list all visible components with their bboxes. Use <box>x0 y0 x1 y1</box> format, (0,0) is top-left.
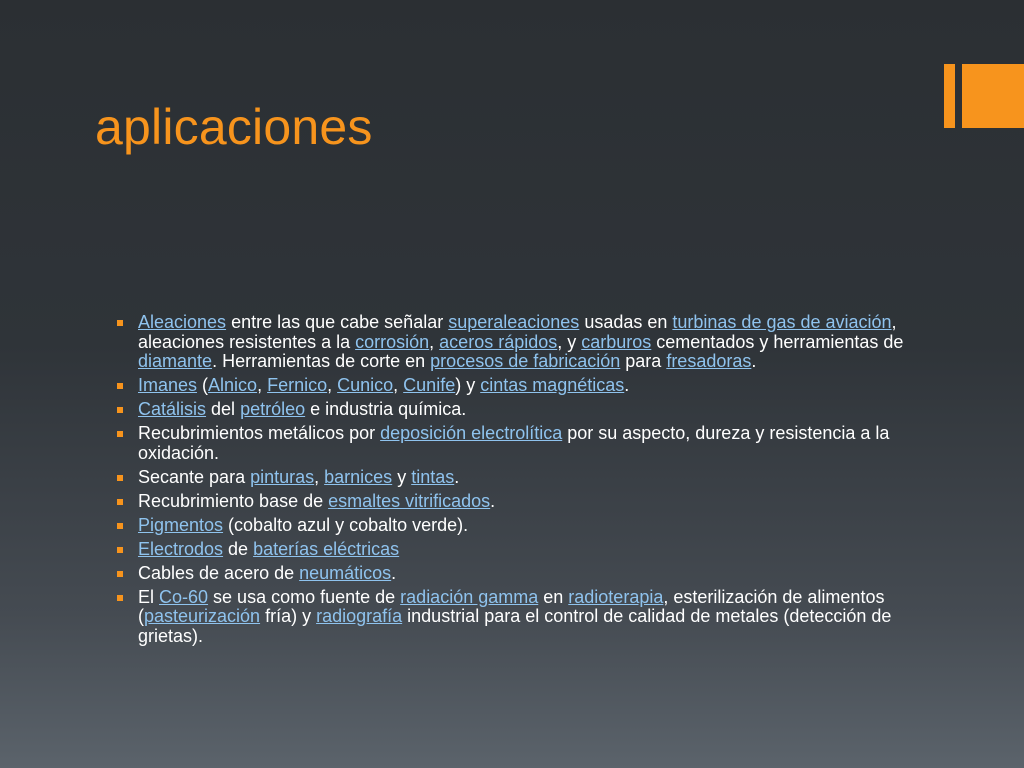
bullet-text: . <box>454 466 460 487</box>
accent-bar-thick <box>962 64 1024 128</box>
hyperlink[interactable]: esmaltes vitrificados <box>328 490 491 511</box>
bullet-text: Recubrimientos metálicos por <box>138 423 381 443</box>
bullet-item <box>116 424 906 463</box>
bullet-text: cementados y herramientas de <box>651 331 904 352</box>
bullet-text: y <box>392 466 412 487</box>
hyperlink[interactable]: deposición electrolítica <box>380 423 563 443</box>
hyperlink[interactable]: cintas magnéticas <box>480 375 625 395</box>
square-bullet-icon <box>117 431 123 437</box>
bullet-text: industrial para el control de calidad de metales (detección de grietas). <box>138 606 892 646</box>
bullet-text: ( <box>197 375 209 395</box>
bullet-item <box>116 468 906 488</box>
bullet-text: , <box>314 466 325 487</box>
bullet-item <box>116 313 906 372</box>
hyperlink[interactable]: turbinas de gas de aviación <box>672 312 892 332</box>
hyperlink[interactable]: Pigmentos <box>138 514 224 535</box>
bullet-text: Recubrimiento base de <box>138 490 329 511</box>
bullet-text: fría) y <box>260 606 317 626</box>
hyperlink[interactable]: Cunico <box>337 375 394 395</box>
accent-bar-thin <box>944 64 955 128</box>
bullet-text: . <box>751 351 757 371</box>
bullet-text: . <box>490 490 496 511</box>
bullet-text: El <box>138 586 160 607</box>
hyperlink[interactable]: Electrodos <box>138 538 224 559</box>
hyperlink[interactable]: Catálisis <box>138 399 207 419</box>
square-bullet-icon <box>117 595 123 601</box>
bullet-text: usadas en <box>579 312 673 332</box>
bullet-text: e industria química. <box>305 399 467 419</box>
bullet-text: . <box>624 375 630 395</box>
bullet-text: del <box>206 399 241 419</box>
hyperlink[interactable]: barnices <box>324 466 393 487</box>
hyperlink[interactable]: corrosión <box>355 331 430 352</box>
bullet-text: Cables de acero de <box>138 562 300 583</box>
square-bullet-icon <box>117 547 123 553</box>
hyperlink[interactable]: radioterapia <box>568 586 664 607</box>
bullet-text: se usa como fuente de <box>208 586 401 607</box>
hyperlink[interactable]: radiación gamma <box>400 586 539 607</box>
square-bullet-icon <box>117 383 123 389</box>
slide-title: aplicaciones <box>95 99 373 155</box>
hyperlink[interactable]: tintas <box>411 466 455 487</box>
bullet-item <box>116 400 906 420</box>
bullet-text: . <box>391 562 397 583</box>
bullet-item <box>116 540 906 560</box>
bullet-text: . Herramientas de corte en <box>212 351 431 371</box>
hyperlink[interactable]: fresadoras <box>666 351 752 371</box>
bullet-text: de <box>223 538 254 559</box>
bullet-list <box>116 313 906 651</box>
hyperlink[interactable]: procesos de fabricación <box>430 351 621 371</box>
bullet-text: ) y <box>455 375 481 395</box>
bullet-item <box>116 564 906 584</box>
hyperlink[interactable]: Cunife <box>403 375 456 395</box>
square-bullet-icon <box>117 571 123 577</box>
hyperlink[interactable]: neumáticos <box>299 562 392 583</box>
bullet-text: por su aspecto, dureza y resistencia a la oxidación. <box>138 423 890 463</box>
bullet-text: Secante para <box>138 466 251 487</box>
bullet-item <box>116 588 906 647</box>
bullet-text: en <box>538 586 569 607</box>
hyperlink[interactable]: pinturas <box>250 466 315 487</box>
hyperlink[interactable]: Alnico <box>208 375 258 395</box>
bullet-item <box>116 516 906 536</box>
hyperlink[interactable]: Co-60 <box>159 586 209 607</box>
bullet-text: , <box>257 375 268 395</box>
bullet-item <box>116 376 906 396</box>
hyperlink[interactable]: baterías eléctricas <box>253 538 400 559</box>
square-bullet-icon <box>117 320 123 326</box>
bullet-text: , <box>429 331 440 352</box>
square-bullet-icon <box>117 499 123 505</box>
square-bullet-icon <box>117 523 123 529</box>
hyperlink[interactable]: petróleo <box>240 399 306 419</box>
bullet-text: , <box>327 375 338 395</box>
hyperlink[interactable]: diamante <box>138 351 213 371</box>
square-bullet-icon <box>117 407 123 413</box>
hyperlink[interactable]: radiografía <box>316 606 403 626</box>
bullet-text: entre las que cabe señalar <box>226 312 449 332</box>
bullet-text: , <box>393 375 404 395</box>
bullet-text: , esterilización de alimentos ( <box>138 586 885 626</box>
hyperlink[interactable]: Fernico <box>267 375 328 395</box>
bullet-text: para <box>620 351 667 371</box>
bullet-text: , y <box>557 331 582 352</box>
square-bullet-icon <box>117 475 123 481</box>
hyperlink[interactable]: pasteurización <box>144 606 261 626</box>
bullet-text: , aleaciones resistentes a la <box>138 312 897 352</box>
hyperlink[interactable]: carburos <box>581 331 652 352</box>
hyperlink[interactable]: Imanes <box>138 375 198 395</box>
hyperlink[interactable]: Aleaciones <box>138 312 227 332</box>
bullet-text: (cobalto azul y cobalto verde). <box>223 514 469 535</box>
hyperlink[interactable]: aceros rápidos <box>439 331 558 352</box>
bullet-item <box>116 492 906 512</box>
hyperlink[interactable]: superaleaciones <box>448 312 580 332</box>
